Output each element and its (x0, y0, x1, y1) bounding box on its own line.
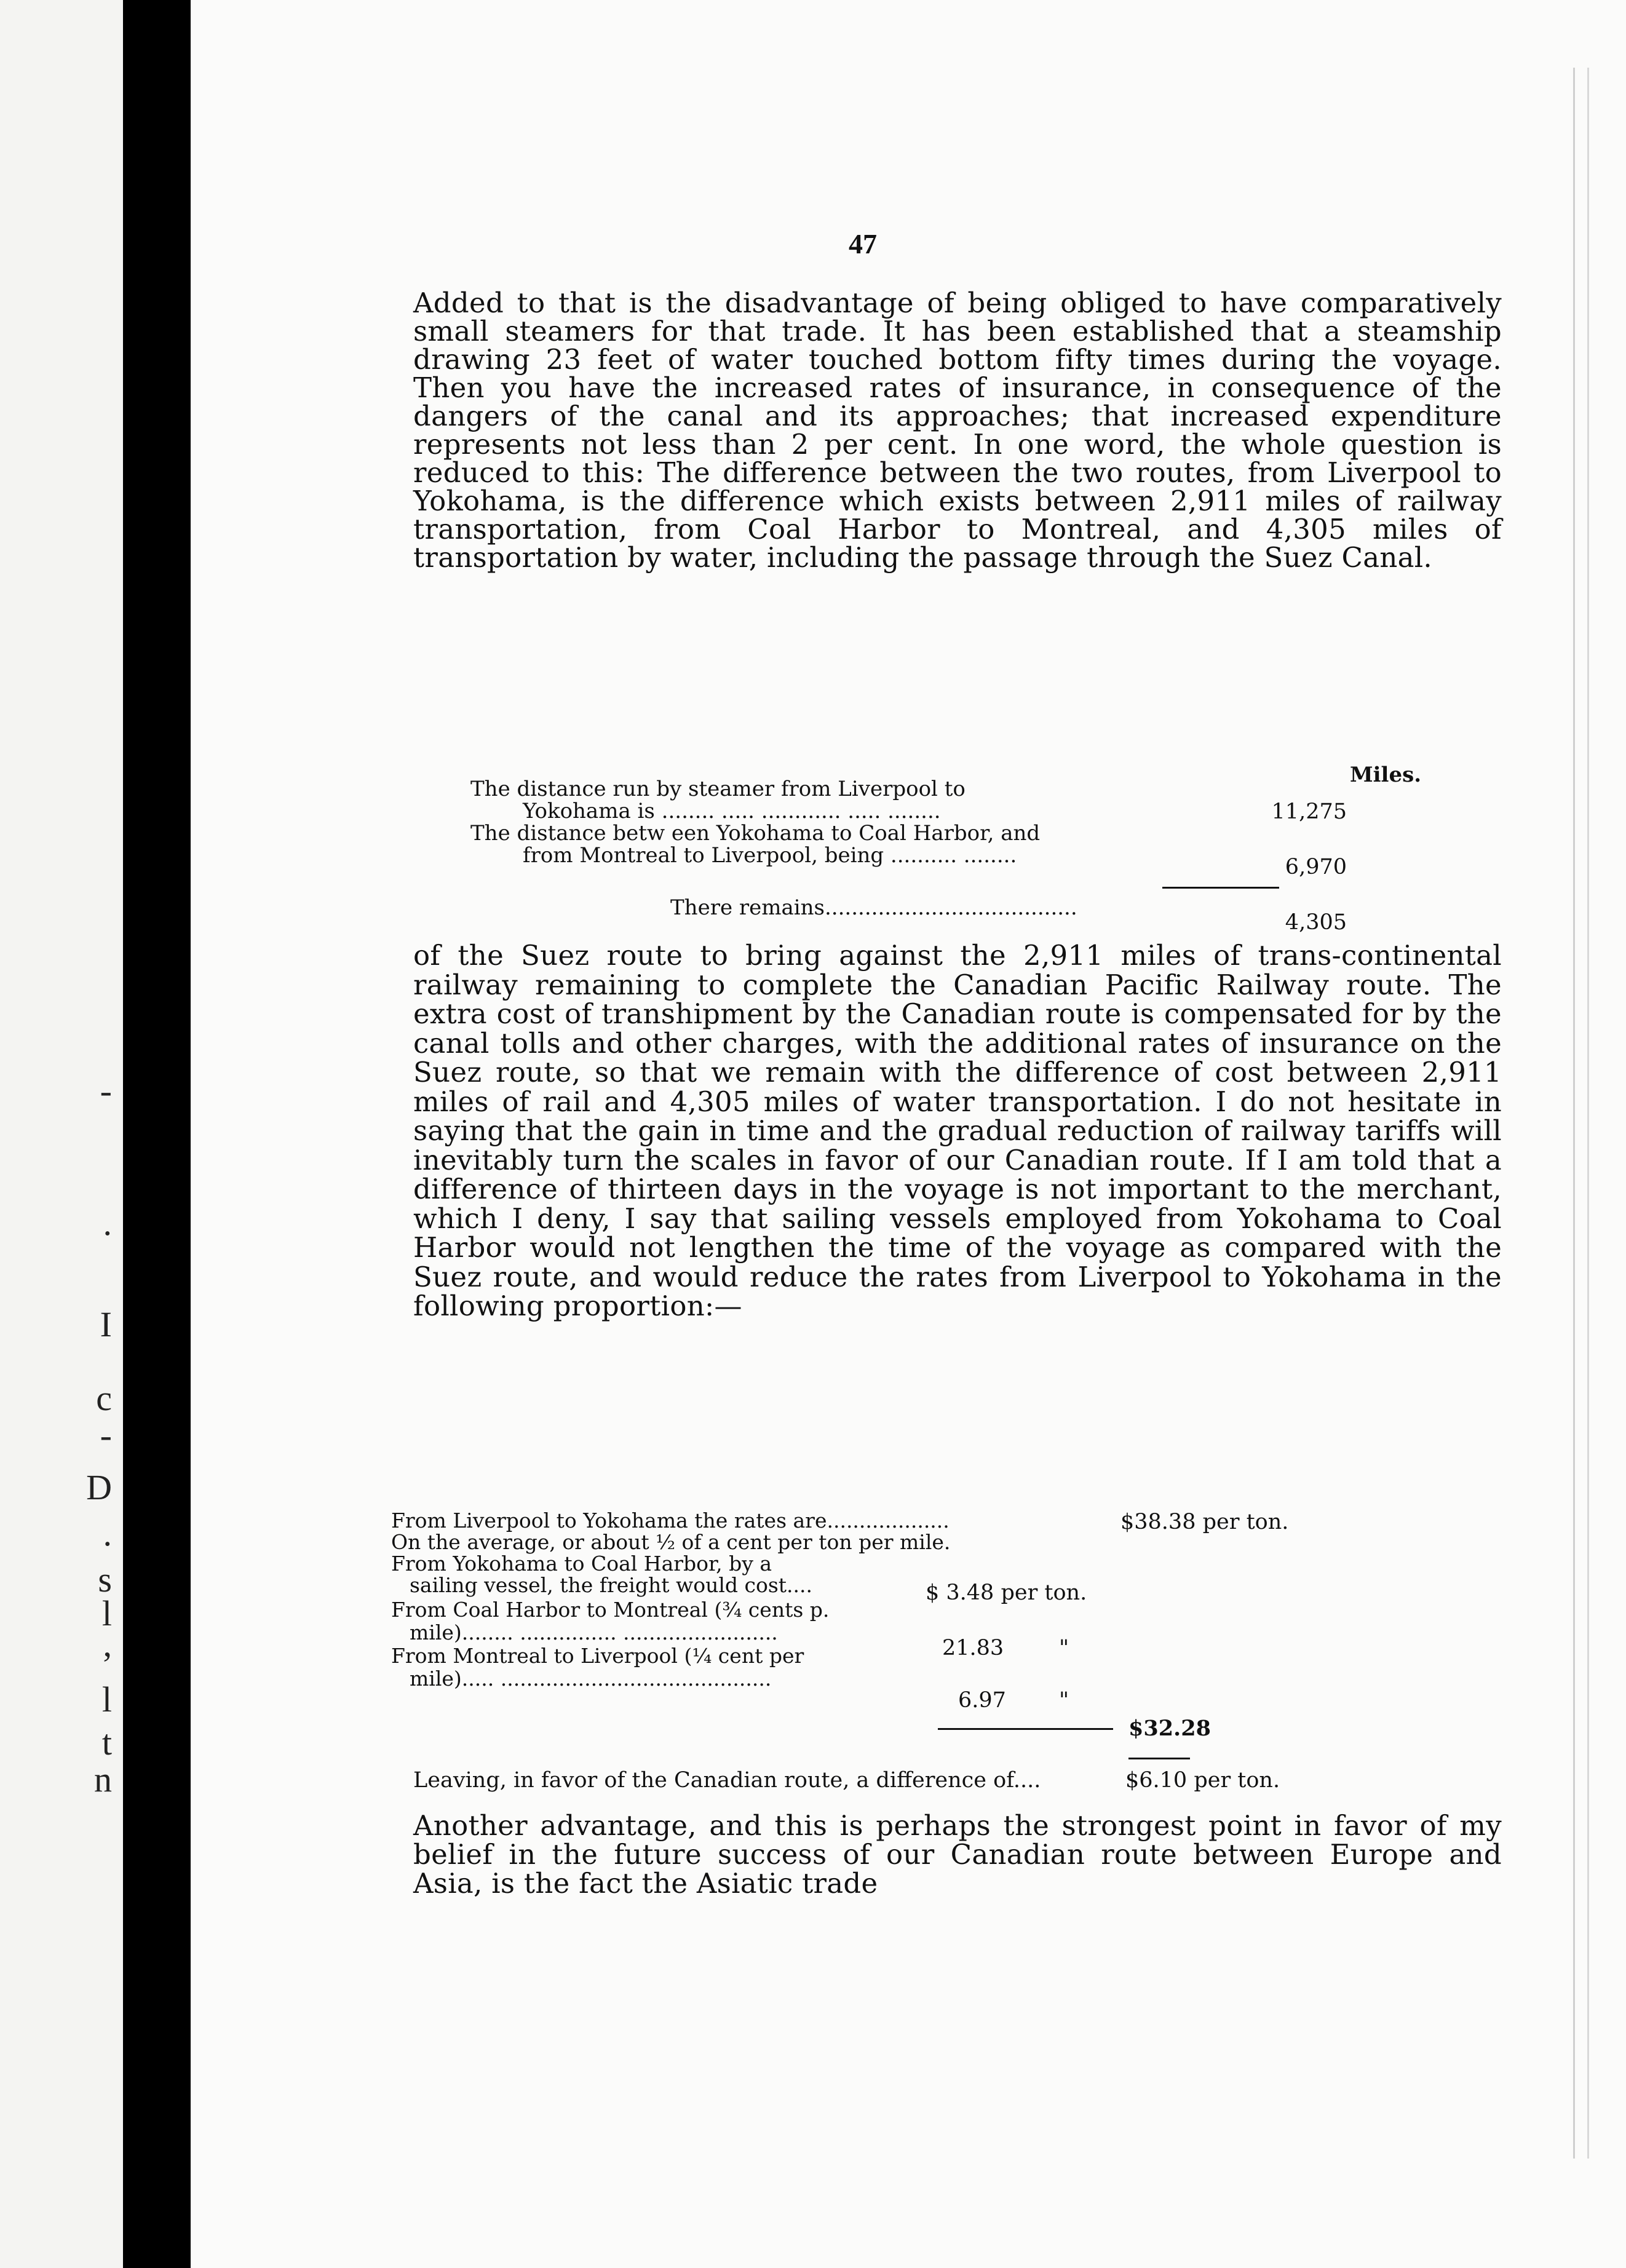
body-paragraph-1: Added to that is the disadvantage of being obliged to have comparatively small steamers for that trade. It has been established that a steamship drawing 23 feet of water touched bottom fifty times during the voyage. Then you have the increased rates of insurance, in consequence of the dangers of the canal and its approaches; that increased expenditure represents not less than 2 per cent. In one word, the whole question is reduced to this: The difference between the two routes, from Liverpool to Yokohama, is the difference which exists between 2,911 miles of railway transportation, from Coal Harbor to Montreal, and 4,305 miles of transportation by water, including the passage through the Suez Canal. (413, 287, 1502, 574)
ditto-mark: " (1059, 1688, 1069, 1713)
distance-row-1-line-1: The distance run by steamer from Liverpool to (470, 777, 966, 801)
rates-line-6-value: 21.83 (942, 1636, 1004, 1660)
leaving-difference-line: Leaving, in favor of the Canadian route, a difference of.... (413, 1768, 1041, 1793)
facing-page-edge (0, 0, 123, 2268)
facing-page-fragment: n (94, 1759, 112, 1799)
book-page (191, 0, 1626, 2268)
facing-page-fragment: D (86, 1467, 112, 1507)
remains-label: There remains...................................... (670, 895, 1077, 920)
total-rule (938, 1728, 1113, 1730)
distance-row-2-value: 6,970 (1285, 855, 1347, 879)
page-number: 47 (849, 228, 877, 260)
rates-line-5: From Coal Harbor to Montreal (¾ cents p. (391, 1598, 830, 1622)
leaving-difference-value: $6.10 per ton. (1125, 1768, 1280, 1793)
rates-line-4: sailing vessel, the freight would cost.... (410, 1573, 813, 1597)
facing-page-fragment: l (101, 1679, 112, 1719)
facing-page-fragment: l (101, 1593, 112, 1633)
distance-row-1-line-2: Yokohama is ........ ..... ............ ..... ........ (523, 799, 941, 823)
rates-line-2: On the average, or about ½ of a cent per ton per mile. (391, 1530, 951, 1554)
rates-line-7: From Montreal to Liverpool (¼ cent per (391, 1644, 804, 1668)
rates-total-value: $32.28 (1128, 1716, 1211, 1741)
facing-page-fragment: c (96, 1378, 112, 1418)
facing-page-fragment: . (103, 1203, 112, 1243)
page-edge-lines (1573, 68, 1589, 2159)
ditto-mark: " (1059, 1636, 1069, 1660)
miles-column-header: Miles. (1350, 763, 1422, 787)
facing-page-fragment: s (98, 1560, 112, 1600)
body-paragraph-3: Another advantage, and this is perhaps the strongest point in favor of my belief in the future success of our Canadian route between Europe and Asia, is the fact the Asiatic trade (413, 1809, 1502, 1900)
distance-row-2-line-2: from Montreal to Liverpool, being .......... ........ (523, 843, 1017, 868)
facing-page-fragment: - (100, 1071, 112, 1111)
rates-line-1: From Liverpool to Yokohama the rates are................... (391, 1509, 950, 1532)
sum-rule (1162, 887, 1279, 889)
rates-line-1-value: $38.38 per ton. (1120, 1510, 1289, 1534)
distance-row-1-value: 11,275 (1271, 799, 1347, 824)
rates-line-4-value: $ 3.48 per ton. (926, 1580, 1087, 1605)
rates-line-8: mile)..... .......................................... (410, 1667, 772, 1691)
facing-page-fragment: , (103, 1624, 112, 1664)
body-paragraph-2: of the Suez route to bring against the 2,911 miles of trans-continental railway remaining to complete the Canadian Pacific Railway route. The extra cost of transhipment by the Canadian route is compensated for by the canal tolls and other charges, with the additional rates of insurance on the Suez route, so that we remain with the difference of cost between 2,911 miles of rail and 4,305 miles of water transportation. I do not hesitate in saying that the gain in time and the gradual reduction of railway tariffs will inevitably turn the scales in favor of our Canadian route. If I am told that a difference of thirteen days in the voyage is not important to the merchant, which I deny, I say that sailing vessels employed from Yokohama to Coal Harbor would not lengthen the time of the voyage as compared with the Suez route, and would reduce the rates from Liverpool to Yokohama in the following proportion:— (413, 939, 1502, 1322)
rates-line-3: From Yokohama to Coal Harbor, by a (391, 1552, 772, 1576)
rates-line-6: mile)........ ............... ........................ (410, 1620, 778, 1644)
rates-line-8-value: 6.97 (958, 1688, 1006, 1713)
facing-page-fragment: - (100, 1415, 112, 1455)
facing-page-fragment: . (103, 1513, 112, 1553)
difference-rule (1128, 1758, 1190, 1759)
book-gutter (123, 0, 191, 2268)
facing-page-fragment: t (101, 1723, 112, 1762)
remains-value: 4,305 (1285, 910, 1347, 935)
distance-row-2-line-1: The distance betw een Yokohama to Coal Harbor, and (470, 821, 1041, 846)
facing-page-fragment: I (100, 1304, 112, 1344)
